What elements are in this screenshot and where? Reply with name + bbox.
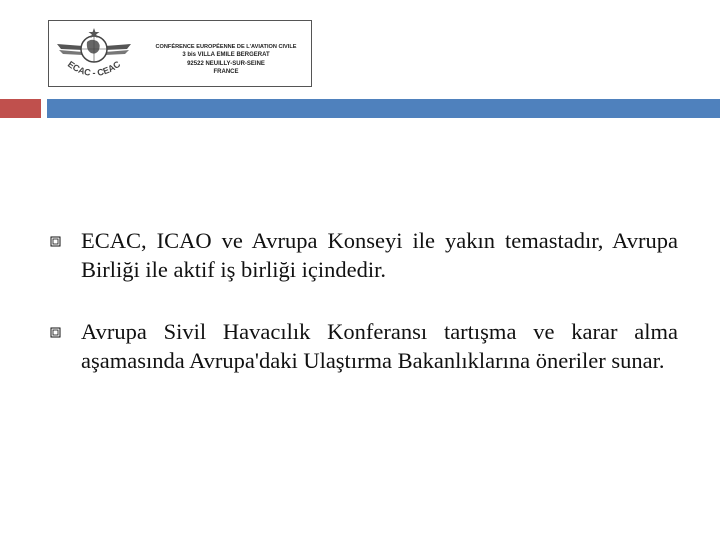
bullet-list — [50, 226, 678, 375]
logo-line-city: 92522 NEUILLY-SUR-SEINE — [187, 60, 265, 67]
accent-bar-right — [47, 99, 720, 118]
ecac-emblem-icon — [53, 24, 135, 84]
emblem-arc-text: ECAC - CEAC — [65, 58, 123, 78]
accent-bar-left — [0, 99, 41, 118]
logo-line-country: FRANCE — [213, 69, 239, 76]
logo-line-organization: CONFÉRENCE EUROPÉENNE DE L'AVIATION CIVILE — [155, 44, 297, 50]
ecac-logo — [48, 20, 312, 87]
list-item — [50, 226, 678, 284]
logo-line-street: 3 bis VILLA EMILE BERGERAT — [182, 52, 270, 59]
list-item — [50, 317, 678, 375]
hollow-square-bullet-icon — [50, 327, 61, 338]
bullet-text: Avrupa Sivil Havacılık Konferansı tartışma ve karar alma aşamasında Avrupa'daki Ulaştırma Bakanlıklarına öneriler sunar. — [81, 319, 678, 373]
logo-address — [141, 43, 311, 77]
hollow-square-bullet-icon — [50, 236, 61, 247]
bullet-text: ECAC, ICAO ve Avrupa Konseyi ile yakın temastadır, Avrupa Birliği ile aktif iş birliği içindedir. — [81, 228, 678, 282]
